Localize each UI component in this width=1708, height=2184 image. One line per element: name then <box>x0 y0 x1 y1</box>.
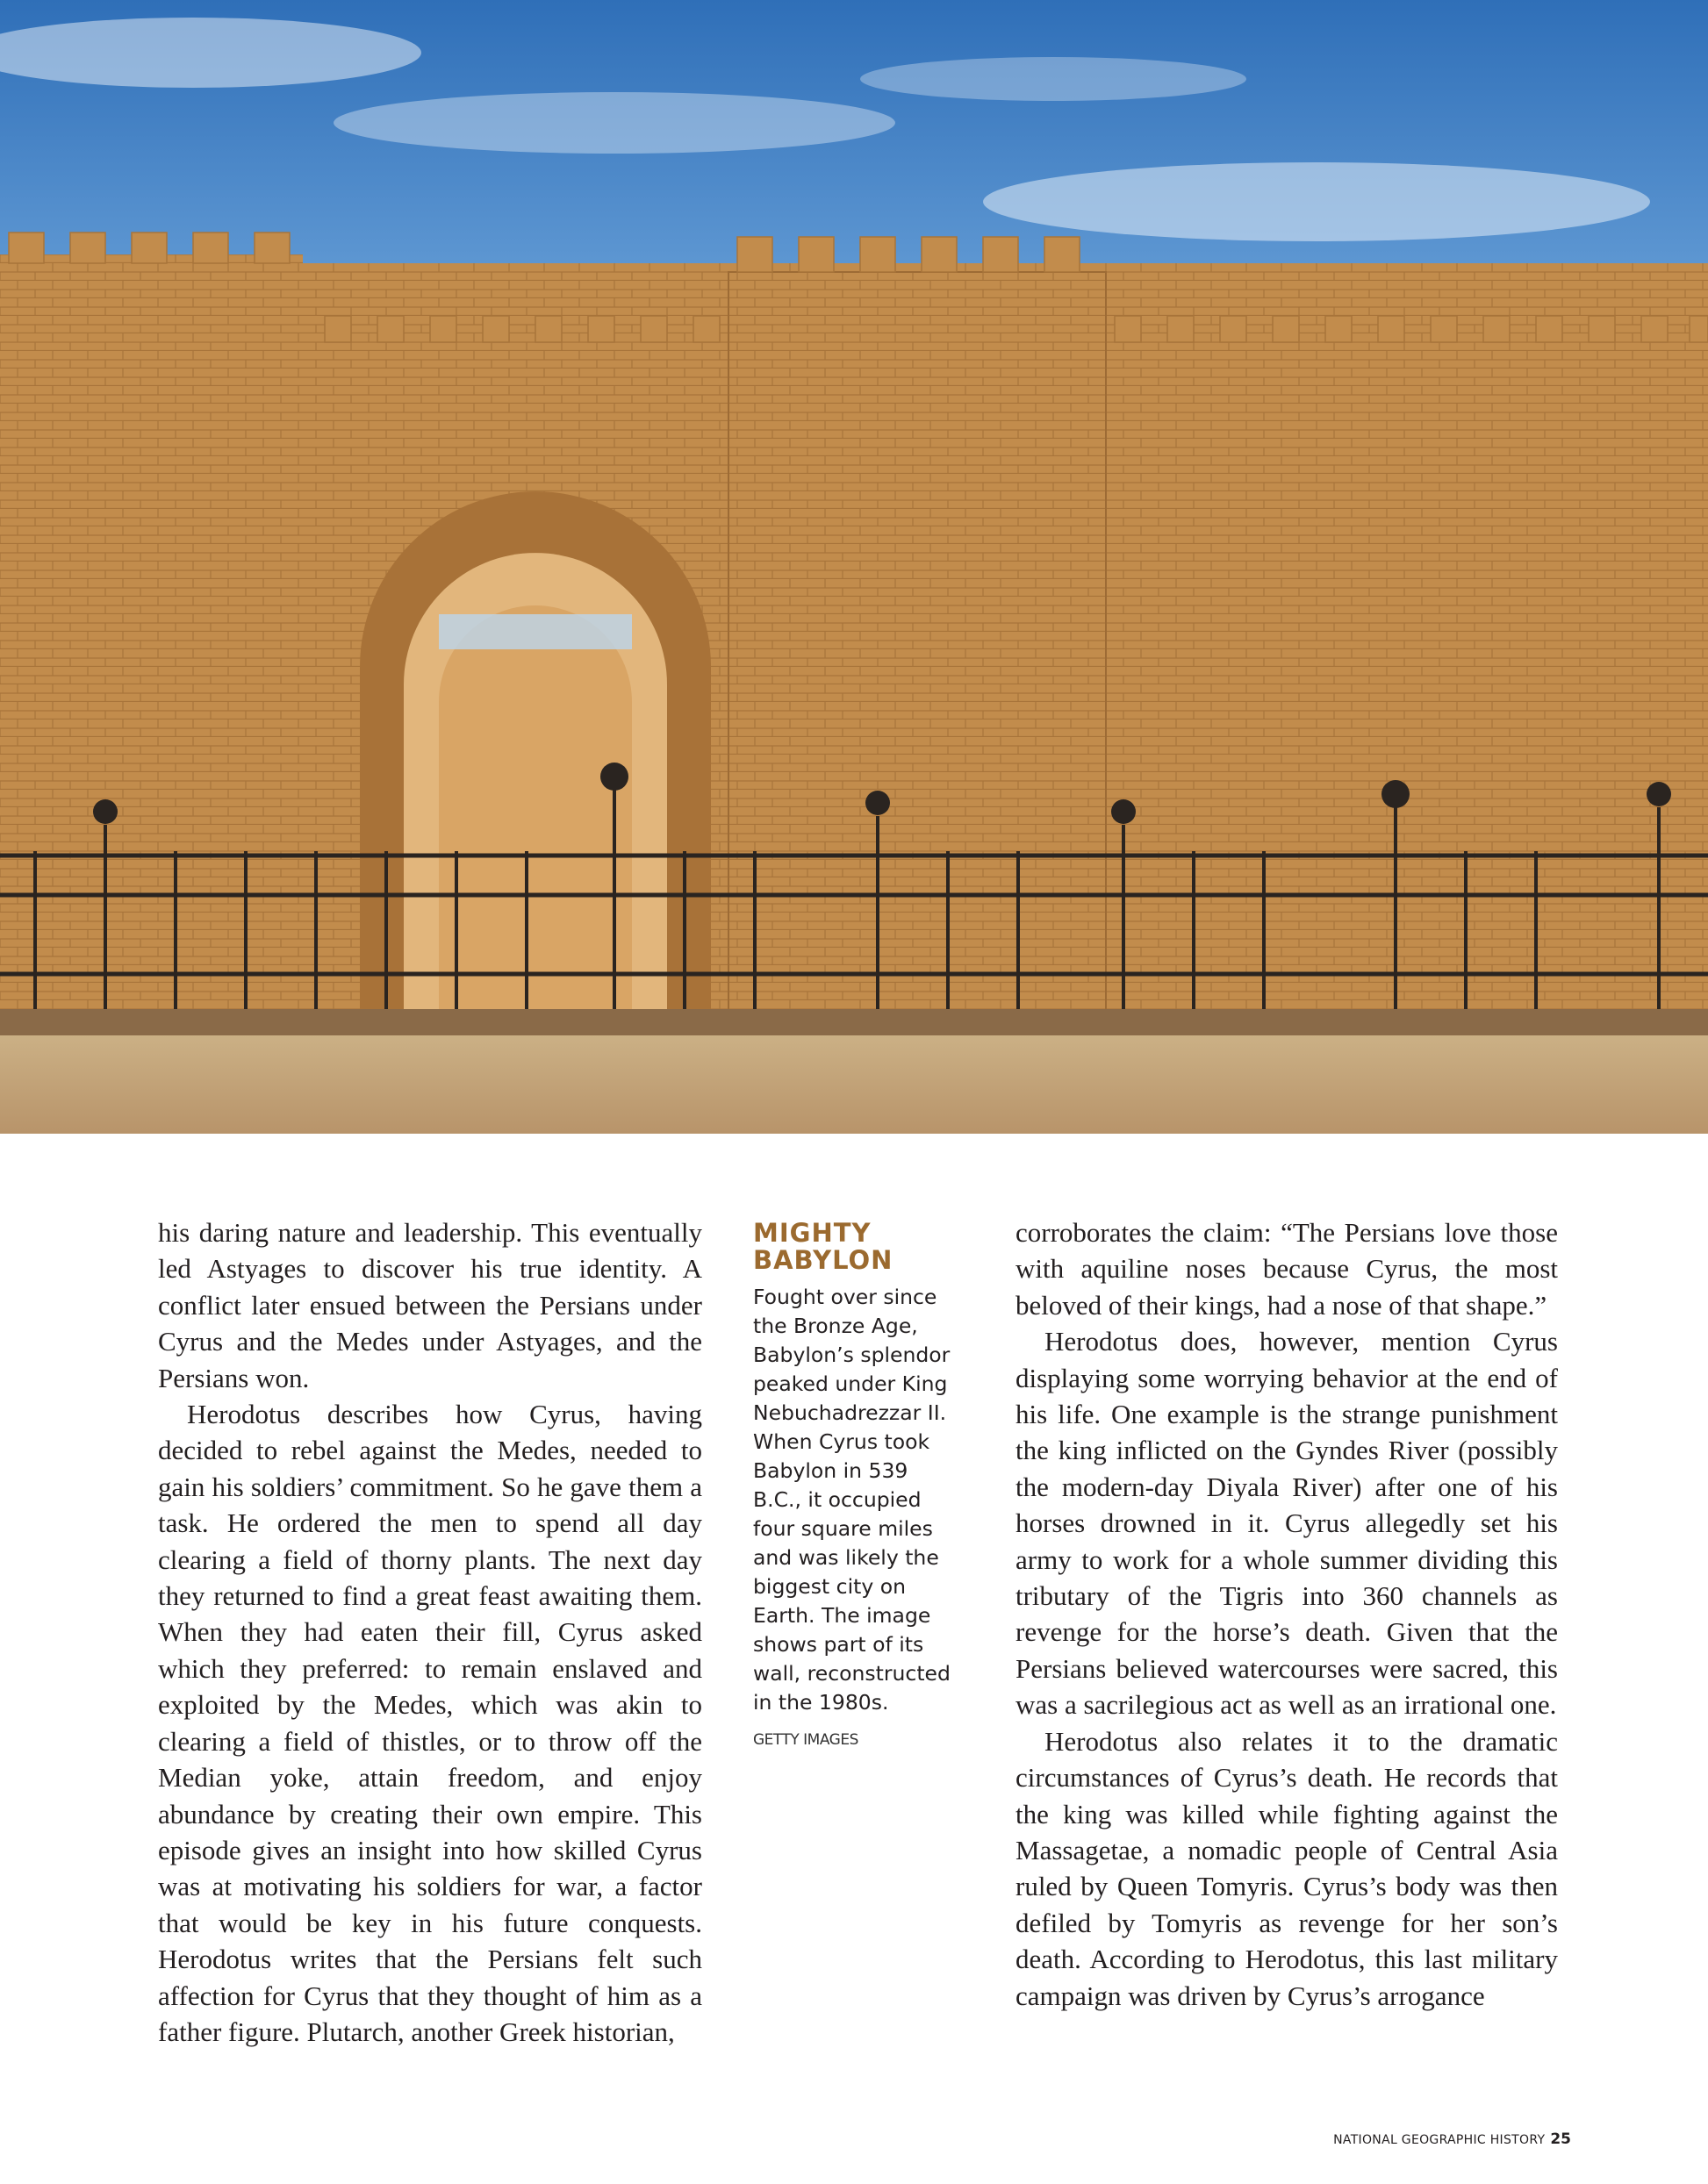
article-paragraph: Herodotus does, however, mention Cyrus displaying some worrying behavior at the end of his life. One example is the strange punishment the king inflicted on the Gyndes River (possibly the modern-day Diyala River) after one of his horses drowned in it. Cyrus allegedly set his army to work for a whole summer dividing this tributary of the Tigris into 360 channels as revenge for the horse’s death. Given that the Persians believed watercourses were sacred, this was a sacrilegious act as well as an irrational one. <box>1015 1326 1558 1721</box>
caption-body: Fought over since the Bronze Age, Babylon’s splendor peaked under King Nebuchadrezzar II. When Cyrus took Babylon in 539 B.C., it occupied four square miles and was likely the biggest city on Earth. The image shows part of its wall, reconstructed in the 1980s. <box>753 1285 951 1715</box>
caption-title-line: BABYLON <box>753 1245 893 1275</box>
caption-title-line: MIGHTY <box>753 1218 872 1248</box>
page-footer <box>1290 2130 1571 2148</box>
article-paragraph: Herodotus also relates it to the dramatic circumstances of Cyrus’s death. He records that the king was killed while fighting against the Massagetae, a nomadic people of Central Asia ruled by Queen Tomyris. Cyrus’s body was then defiled by Tomyris as revenge for her son’s death. According to Herodotus, this last military campaign was driven by Cyrus’s arrogance <box>1015 1725 1558 2011</box>
article-paragraph: corroborates the claim: “The Persians love those with aquiline noses because Cyrus, the most beloved of their kings, had a nose of that shape.” <box>1015 1217 1558 1321</box>
photo-caption-sidebar <box>753 1220 957 1749</box>
magazine-name: NATIONAL GEOGRAPHIC HISTORY <box>1333 2133 1546 2147</box>
article-paragraph: his daring nature and leadership. This eventually led Astyages to discover his true identity. A conflict later ensued between the Persians under Cyrus and the Medes under Astyages, and the Persians won. <box>158 1217 702 1393</box>
page-number: 25 <box>1550 2130 1571 2148</box>
photo-credit: GETTY IMAGES <box>753 1731 858 1749</box>
article-paragraph: Herodotus describes how Cyrus, having decided to rebel against the Medes, needed to gain his soldiers’ commitment. So he gave them a task. He ordered the men to spend all day clearing a field of thorny plants. The next day they returned to find a great feast awaiting them. When they had eaten their fill, Cyrus asked which they preferred: to remain enslaved and exploited by the Medes, which was akin to clearing a field of thistles, or to throw off the Median yoke, attain freedom, and enjoy abundance by creating their own empire. This episode gives an insight into how skilled Cyrus was at motivating his soldiers for war, a factor that would be key in his future conquests. Herodotus writes that the Persians felt such affection for Cyrus that they thought of him as a father figure. Plutarch, another Greek historian, <box>158 1399 702 2047</box>
caption-title <box>753 1220 957 1274</box>
article-column-left <box>158 1214 702 2050</box>
article-column-right <box>1015 1214 1558 2014</box>
